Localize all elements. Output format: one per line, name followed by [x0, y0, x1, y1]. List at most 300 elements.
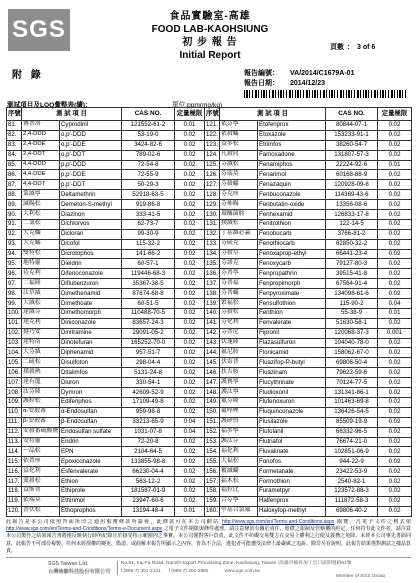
- terms-link[interactable]: http://www.sgs.com/en/Terms-and-Conditions.aspx: [222, 519, 335, 525]
- item-name-en: Epoxiconazole: [60, 457, 122, 467]
- loq-value: 0.02: [378, 249, 412, 259]
- item-name-en: Fenazaquin: [258, 180, 326, 190]
- cas-number: 22224-92-6: [326, 160, 378, 170]
- item-name-en: p,p'-DDE: [60, 170, 122, 180]
- loq-value: 0.02: [175, 140, 205, 150]
- item-name-zh: 伏寄普: [220, 358, 258, 368]
- loq-value: 0.02: [378, 368, 412, 378]
- table-row: [7, 299, 412, 309]
- cas-number: 298-04-4: [122, 358, 175, 368]
- loq-value: 0.02: [378, 150, 412, 160]
- row-number: 157.: [206, 477, 218, 485]
- table-row: [7, 348, 412, 358]
- cas-number: 141-66-2: [122, 249, 175, 259]
- disclaimer-text-3: 之電子文件期限與條件處理。請注意條款有關於責任、賠償之限制及管轄權的約定。任何持有此文件者，請注意本公司製作之結果報告書將僅反映執行時所紀錄且於接受指示範圍內之事實。本公司僅對客戶負責，此文件不妨礙交易雙方在交易上權利之行使及義務之免除。未經本公司事先書面同意，此報告不可部份複製。任何未經授權的變更、偽造、或曲解本報告所顯示之內容，皆為不合法，違犯者可能遭受法律上最嚴厲之追訴。除非另有說明，此報告結果僅對測試之樣品負責。: [6, 526, 411, 554]
- report-title-block: [120, 10, 300, 62]
- loq-value: 0.04: [175, 417, 205, 427]
- table-body: [7, 121, 412, 517]
- row-number: 146.: [206, 368, 218, 376]
- page-value: 3 of 6: [357, 44, 376, 51]
- item-name-zh: 芬硫克: [220, 239, 258, 249]
- cas-number: 72-55-9: [122, 170, 175, 180]
- item-name-zh: 依普座: [22, 457, 60, 467]
- cas-number: 83657-24-3: [122, 318, 175, 328]
- report-info: [244, 69, 354, 89]
- item-name-en: o,p'-DDT: [60, 150, 122, 160]
- table-row: [7, 150, 412, 160]
- item-name-en: Fenvalerate: [258, 318, 326, 328]
- cas-number: 330-54-1: [122, 378, 175, 388]
- row-number: 131.: [206, 220, 218, 228]
- row-number: 97.: [7, 279, 22, 289]
- table-row: [7, 457, 412, 467]
- item-name-zh: 氟喹唑: [220, 407, 258, 417]
- table-unit: 單位:ppm(mg/kg): [172, 102, 223, 109]
- item-name-en: Flutolanil: [258, 427, 326, 437]
- loq-value: 0.02: [175, 467, 205, 477]
- row-number: 94.: [7, 249, 22, 259]
- item-name-en: Ethirimol: [60, 496, 122, 506]
- report-type-zh: 初 步 報 告: [182, 37, 238, 48]
- table-row: [7, 170, 412, 180]
- item-name-zh: 福木松: [220, 477, 258, 487]
- cas-number: 3766-81-2: [326, 229, 378, 239]
- item-name-en: p,p'-DDD: [60, 160, 122, 170]
- item-name-en: Fenhexamid: [258, 210, 326, 220]
- row-number: 133.: [206, 240, 218, 248]
- item-name-en: Flutriafol: [258, 437, 326, 447]
- item-name-zh: 二硫松: [22, 358, 60, 368]
- item-name-zh: 依瑞莫: [22, 496, 60, 506]
- item-name-en: Dichlorvos: [60, 219, 122, 229]
- row-number: 159.: [206, 497, 218, 505]
- report-date: 2014/12/23: [290, 80, 326, 87]
- item-name-en: Formothion: [258, 477, 326, 487]
- row-number: 128.: [206, 190, 218, 198]
- cas-number: 50-29-3: [122, 180, 175, 190]
- table-row: [7, 269, 412, 279]
- cas-number: 101463-69-8: [326, 397, 378, 407]
- cas-number: 111872-58-3: [326, 496, 378, 506]
- header-loq: 定量極限: [378, 108, 412, 121]
- cas-number: 66230-04-4: [122, 467, 175, 477]
- item-name-en: Flucythrinate: [258, 378, 326, 388]
- table-row: [7, 358, 412, 368]
- row-number: 95.: [7, 259, 22, 269]
- loq-value: 0.02: [175, 219, 205, 229]
- cas-number: 115-90-2: [326, 299, 378, 309]
- loq-value: 0.02: [378, 397, 412, 407]
- appendix-heading: 附 錄: [12, 70, 44, 81]
- loq-value: 0.02: [378, 229, 412, 239]
- item-name-en: Haloxyfop-methyl: [258, 506, 326, 516]
- row-number: 155.: [206, 457, 218, 465]
- loq-value: 0.02: [378, 437, 412, 447]
- item-name-zh: 芬殺蟎: [220, 180, 258, 190]
- item-name-zh: 護汰寧: [220, 388, 258, 398]
- cas-number: 181587-01-9: [122, 486, 175, 496]
- row-number: 127.: [206, 180, 218, 188]
- item-name-zh: 汰芬隆: [22, 388, 60, 398]
- row-number: 102.: [8, 329, 20, 337]
- loq-value: 0.02: [378, 378, 412, 388]
- row-number: 120.: [8, 507, 20, 515]
- cas-number: 2540-82-1: [326, 477, 378, 487]
- loq-value: 0.02: [175, 150, 205, 160]
- lab-name-en: FOOD LAB-KAOHSIUNG: [151, 24, 269, 35]
- loq-value: 0.01: [175, 506, 205, 516]
- item-name-en: Endosulfan sulfate: [60, 427, 122, 437]
- cas-number: 62850-32-2: [326, 239, 378, 249]
- row-number: 126.: [206, 170, 218, 178]
- item-name-zh: 4,4-DDT: [22, 180, 60, 190]
- member-of-sgs-group: Member of SGS Group: [336, 574, 386, 579]
- item-name-en: Difenoconazole: [60, 269, 122, 279]
- loq-value: 0.02: [378, 457, 412, 467]
- item-name-en: Endrin: [60, 437, 122, 447]
- item-name-zh: 撻乃安: [22, 328, 60, 338]
- item-name-en: Dinitramine: [60, 328, 122, 338]
- item-name-zh: 大利松: [22, 210, 60, 220]
- cas-number: 119446-68-3: [122, 269, 175, 279]
- loq-value: 0.02: [175, 289, 205, 299]
- item-name-en: Fluazifop-P-butyl: [258, 358, 326, 368]
- row-number: 86.: [7, 170, 22, 180]
- row-number: 139.: [206, 299, 218, 307]
- row-number: 109.: [8, 398, 20, 406]
- cas-number: 23422-53-9: [326, 467, 378, 477]
- website-link[interactable]: www.sgs.com.tw: [224, 569, 260, 574]
- row-number: 147.: [206, 378, 218, 386]
- cas-number: 29091-05-2: [122, 328, 175, 338]
- table-row: [7, 427, 412, 437]
- loq-value: 0.02: [378, 358, 412, 368]
- item-name-zh: 2,4-DDT: [22, 150, 60, 160]
- loq-value: 0.02: [378, 239, 412, 249]
- item-name-zh: 護賽寧: [220, 378, 258, 388]
- item-name-en: Demeton-S-methyl: [60, 200, 122, 210]
- cas-number: 23947-60-6: [122, 496, 175, 506]
- loq-value: 0.02: [378, 210, 412, 220]
- item-name-zh: 一品松: [22, 447, 60, 457]
- cas-number: 55-38-9: [326, 308, 378, 318]
- table-row: [7, 328, 412, 338]
- table-row: [7, 397, 412, 407]
- item-name-en: Edifenphos: [60, 397, 122, 407]
- cas-number: 66441-23-4: [326, 249, 378, 259]
- row-number: 112.: [7, 427, 22, 437]
- loq-value: 0.02: [378, 388, 412, 398]
- item-name-zh: 大芬滅: [22, 348, 60, 358]
- item-name-en: α-Endosulfan: [60, 407, 122, 417]
- table-row: [7, 121, 412, 131]
- cas-number: 60-51-5: [122, 299, 175, 309]
- row-number: 150.: [206, 408, 218, 416]
- row-number: 134.: [206, 250, 218, 258]
- loq-value: 0.02: [175, 190, 205, 200]
- item-name-zh: 福多寧: [220, 427, 258, 437]
- cas-number: 121552-61-2: [122, 121, 175, 131]
- telephone: t (886-7) 301-2121: [121, 569, 161, 574]
- item-name-en: Cyprodinil: [60, 121, 122, 131]
- row-number: 132.: [206, 230, 218, 238]
- header-no: 序號: [205, 108, 220, 121]
- item-name-zh: 合芬寧: [220, 496, 258, 506]
- cas-number: 80844-07-1: [326, 121, 378, 131]
- report-number: VA/2014/C1679A-01: [290, 70, 355, 77]
- cas-number: 70124-77-5: [326, 378, 378, 388]
- item-name-zh: 芬殺松: [220, 308, 258, 318]
- item-name-en: Fenthion: [258, 308, 326, 318]
- cas-number: 69806-50-4: [326, 358, 378, 368]
- table-row: [7, 338, 412, 348]
- item-name-en: Ditalimfos: [60, 368, 122, 378]
- item-name-en: Fenpropathrin: [258, 269, 326, 279]
- item-name-en: Dimethenamid: [60, 289, 122, 299]
- loq-value: 0.02: [378, 200, 412, 210]
- item-name-zh: 二氯松: [22, 219, 60, 229]
- table-row: [7, 130, 412, 140]
- row-number: 90.: [7, 210, 22, 220]
- report-date-label: 報告日期：: [244, 80, 279, 87]
- table-row: [7, 378, 412, 388]
- item-name-en: Fenitrothion: [258, 219, 326, 229]
- row-number: 113.: [7, 437, 22, 447]
- item-name-zh: 伏速隆: [220, 338, 258, 348]
- item-name-zh: 安特靈: [22, 437, 60, 447]
- item-name-en: Diflubenzuron: [60, 279, 122, 289]
- loq-value: 0.02: [175, 437, 205, 447]
- loq-value: 0.02: [378, 486, 412, 496]
- item-name-en: Fenobucarb: [258, 229, 326, 239]
- loq-value: 0.02: [175, 210, 205, 220]
- table-row: [7, 467, 412, 477]
- loq-value: 0.01: [378, 160, 412, 170]
- table-row: [7, 249, 412, 259]
- item-name-zh: 第滅寧: [22, 190, 60, 200]
- item-name-zh: 汰草滅: [22, 289, 60, 299]
- row-number: 88.: [7, 190, 22, 200]
- item-name-en: Dicofol: [60, 239, 122, 249]
- item-name-en: Flazasulfuron: [258, 338, 326, 348]
- cas-number: 66332-96-5: [326, 427, 378, 437]
- loq-value: 0.02: [175, 239, 205, 249]
- item-name-en: o,p'-DDD: [60, 130, 122, 140]
- item-name-zh: 芬普尼: [220, 328, 258, 338]
- item-name-en: Fenamiphos: [258, 160, 326, 170]
- row-number: 122.: [206, 131, 218, 139]
- row-number: 99.: [7, 299, 22, 309]
- loq-value: 0.02: [378, 318, 412, 328]
- loq-value: 0.02: [175, 447, 205, 457]
- item-name-zh: 氟尼胺: [220, 348, 258, 358]
- loq-value: 0.02: [378, 427, 412, 437]
- loq-value: 0.02: [378, 219, 412, 229]
- item-name-zh: 愛殺松: [22, 477, 60, 487]
- item-name-zh: 普伏松: [22, 506, 60, 516]
- table-row: [7, 200, 412, 210]
- cas-number: 35367-38-5: [122, 279, 175, 289]
- item-name-en: Fenbuconazole: [258, 190, 326, 200]
- item-name-zh: 繁福松: [220, 299, 258, 309]
- address-line: No.61, Kai-Fa Road, Nanzih Export Processing Zone, Kaohsiung, Taiwan /高雄市楠梓加工出口區開發路61號: [121, 561, 352, 566]
- cas-number: 13356-08-6: [326, 200, 378, 210]
- cas-number: 85509-19-9: [326, 417, 378, 427]
- page-label: 頁數: [330, 44, 344, 51]
- cas-number: 944-22-9: [326, 457, 378, 467]
- item-name-en: Famoxadone: [258, 150, 326, 160]
- cas-number: 76674-21-0: [326, 437, 378, 447]
- loq-value: 0.02: [175, 477, 205, 487]
- fax: f (886-7) 301-2882: [168, 569, 209, 574]
- cas-number: 122-14-5: [326, 219, 378, 229]
- item-name-zh: 撲滅松: [220, 219, 258, 229]
- loq-value: 0.02: [175, 358, 205, 368]
- cas-number: 60-57-1: [122, 259, 175, 269]
- item-name-en: Flusilazole: [258, 417, 326, 427]
- row-number: 119.: [7, 496, 22, 506]
- row-number: 158.: [206, 487, 218, 495]
- item-name-zh: 達克利: [22, 318, 60, 328]
- footer-separator: [117, 561, 118, 575]
- item-name-zh: 芬克座: [220, 190, 258, 200]
- loq-value: 0.02: [378, 190, 412, 200]
- item-name-zh: 大福松: [220, 457, 258, 467]
- row-number: 81.: [7, 121, 22, 131]
- item-name-en: Esfenvalerate: [60, 467, 122, 477]
- loq-value: 0.02: [175, 348, 205, 358]
- item-name-en: Dymron: [60, 388, 122, 398]
- cas-number: 136426-54-5: [326, 407, 378, 417]
- item-name-zh: 芬普蟎: [220, 289, 258, 299]
- item-name-zh: 護汰芬: [220, 437, 258, 447]
- table-row: [7, 477, 412, 487]
- item-name-en: Diphenamid: [60, 348, 122, 358]
- cas-number: 33213-65-9: [122, 417, 175, 427]
- loq-value: 0.02: [175, 180, 205, 190]
- loq-value: 0.01: [175, 121, 205, 131]
- row-number: 129.: [206, 200, 218, 208]
- cas-number: 53-19-0: [122, 130, 175, 140]
- loq-value: 0.02: [175, 299, 205, 309]
- item-name-en: Diazinon: [60, 210, 122, 220]
- cas-number: 115-32-2: [122, 239, 175, 249]
- loq-value: 0.02: [175, 496, 205, 506]
- cas-number: 789-02-6: [122, 150, 175, 160]
- footer-address: [121, 560, 371, 576]
- header-cas: CAS NO.: [326, 108, 378, 121]
- cas-number: 120928-09-8: [326, 180, 378, 190]
- loq-value: 0.02: [175, 368, 205, 378]
- item-name-zh: 凡殺同: [220, 150, 258, 160]
- cas-number: 957-51-7: [122, 348, 175, 358]
- table-row: [7, 140, 412, 150]
- item-name-en: β-Endosulfan: [60, 417, 122, 427]
- cas-number: 52918-63-5: [122, 190, 175, 200]
- row-number: 156.: [206, 467, 218, 475]
- item-name-zh: 芬瑞莫: [220, 170, 258, 180]
- cas-number: 120068-37-3: [326, 328, 378, 338]
- item-name-en: Dimethomorph: [60, 308, 122, 318]
- item-name-en: Fluquinconazole: [258, 407, 326, 417]
- item-name-en: Flonicamid: [258, 348, 326, 358]
- item-name-en: Fenpropimorph: [258, 279, 326, 289]
- table-row: [7, 318, 412, 328]
- loq-value: 0.04: [175, 427, 205, 437]
- item-name-en: Dinotefuran: [60, 338, 122, 348]
- item-name-zh: 大滅松: [22, 299, 60, 309]
- row-number: 137.: [206, 279, 218, 287]
- loq-value: 0.02: [378, 130, 412, 140]
- table-row: [7, 180, 412, 190]
- table-header-row: [7, 108, 412, 121]
- row-number: 153.: [206, 437, 218, 445]
- item-name-zh: 賽普洛: [22, 121, 60, 131]
- loq-value: 0.02: [378, 279, 412, 289]
- cas-number: 60168-88-9: [326, 170, 378, 180]
- item-name-zh: 芬滅松: [220, 160, 258, 170]
- row-number: 118.: [7, 486, 22, 496]
- sgs-logo: [8, 9, 70, 51]
- loq-value: 0.02: [378, 467, 412, 477]
- row-number: 116.: [7, 467, 22, 477]
- row-number: 107.: [8, 378, 20, 386]
- item-name-zh: 芬諾克: [220, 259, 258, 269]
- loq-value: 0.02: [378, 259, 412, 269]
- item-name-en: Dicrotophos: [60, 249, 122, 259]
- item-name-zh: 扶吉胺: [220, 368, 258, 378]
- report-number-row: [244, 69, 354, 79]
- row-number: 121.: [206, 121, 218, 129]
- item-name-zh: 芬殺草: [220, 249, 258, 259]
- row-number: 125.: [206, 161, 218, 169]
- loq-value: 0.02: [175, 269, 205, 279]
- item-name-en: o,p'-DDE: [60, 140, 122, 150]
- loq-value: 0.02: [378, 506, 412, 516]
- loq-value: 0.02: [378, 180, 412, 190]
- item-name-en: Fensulfothion: [258, 299, 326, 309]
- item-name-zh: 大克蟎: [22, 239, 60, 249]
- item-name-en: Fenothiocarb: [258, 239, 326, 249]
- table-row: [7, 368, 412, 378]
- item-name-zh: 福拉比: [220, 486, 258, 496]
- item-name-en: Fonofos: [258, 457, 326, 467]
- cas-number: 39515-41-8: [326, 269, 378, 279]
- item-name-zh: 芬化利: [220, 318, 258, 328]
- item-name-zh: α-安殺番: [22, 407, 60, 417]
- row-number: 136.: [206, 269, 218, 277]
- cas-number: 110488-70-5: [122, 308, 175, 318]
- cas-number: 959-98-8: [122, 407, 175, 417]
- cas-number: 69806-40-2: [326, 506, 378, 516]
- cas-number: 104040-78-0: [326, 338, 378, 348]
- item-name-zh: 達有龍: [22, 378, 60, 388]
- table-title: 測試項目及LOQ彙整表(續)：: [7, 102, 92, 109]
- e-document-terms-link[interactable]: http://www.sgs.com/en/Terms-and-Conditions/Terms-e-Document.aspx: [6, 526, 163, 533]
- cas-number: 17109-49-8: [122, 397, 175, 407]
- item-name-en: Dicloran: [60, 229, 122, 239]
- loq-value: 0.02: [378, 407, 412, 417]
- item-name-zh: 丁基滅必蝨: [220, 229, 258, 239]
- row-number: 98.: [7, 289, 22, 299]
- row-number: 108.: [8, 388, 20, 396]
- item-name-zh: 益斯普: [22, 486, 60, 496]
- row-number: 144.: [206, 348, 218, 356]
- header-loq: 定量極限: [175, 108, 205, 121]
- item-name-zh: 護矽得: [220, 417, 258, 427]
- item-name-en: Diuron: [60, 378, 122, 388]
- item-name-zh: 滅賜松: [22, 200, 60, 210]
